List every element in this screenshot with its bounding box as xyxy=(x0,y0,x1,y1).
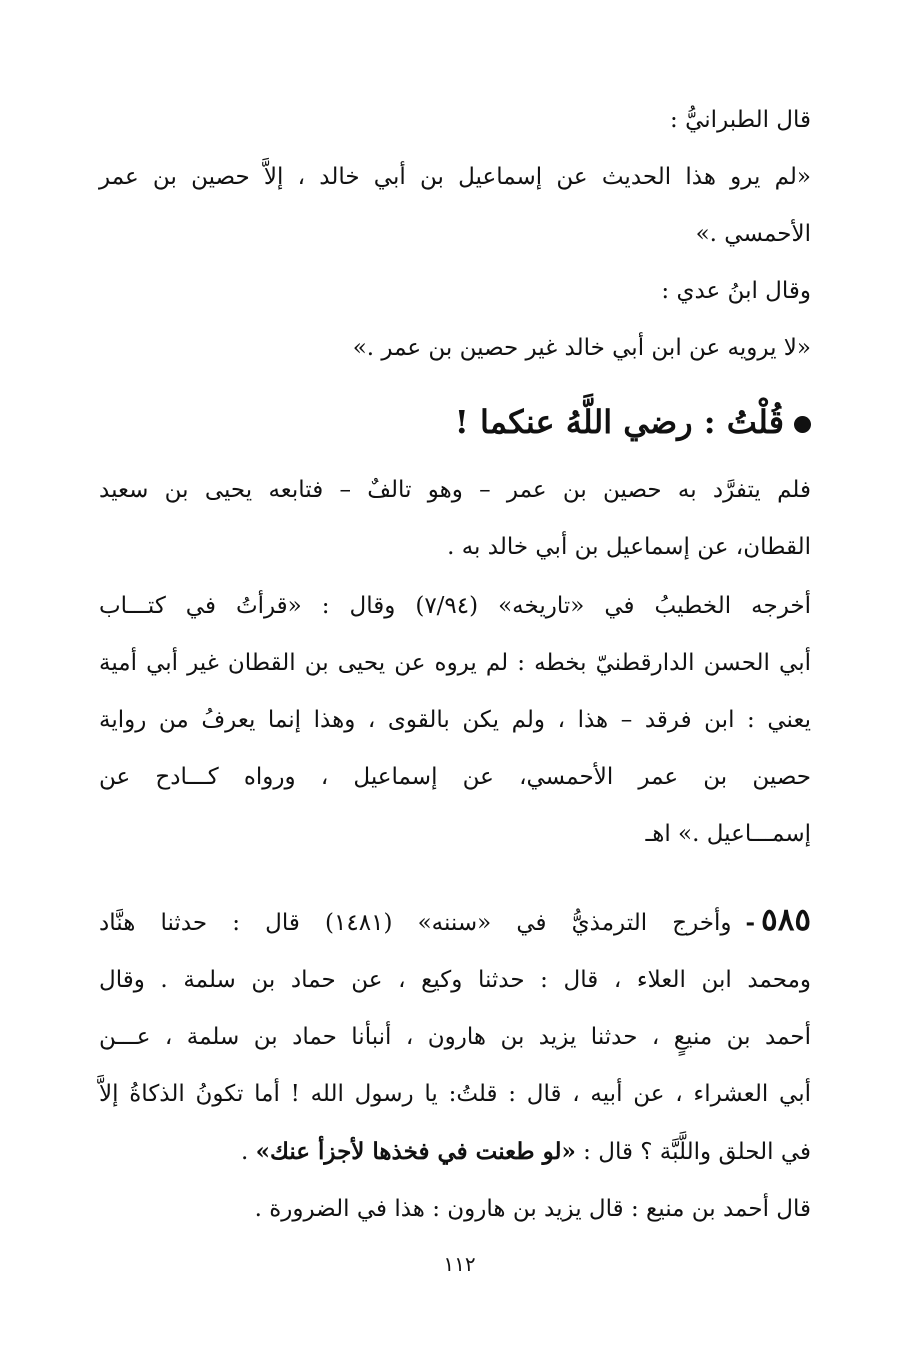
text-line: يعني : ابن فرقد – هذا ، ولم يكن بالقوى ، وهذا إنما يعرفُ من رواية xyxy=(99,707,811,733)
page-number: ١١٢ xyxy=(443,1252,476,1276)
text-line: ومحمد ابن العلاء ، قال : حدثنا وكيع ، عن حماد بن سلمة . وقال xyxy=(99,967,811,993)
hadith-text: «لو طعنت في فخذها لأجزأ عنك» xyxy=(255,1138,576,1165)
text-line: قال الطبرانيُّ : xyxy=(670,107,811,133)
block-khatib-quote xyxy=(99,578,811,863)
text-line: القطان، عن إسماعيل بن أبي خالد به . xyxy=(447,534,811,560)
text-line: قال أحمد بن منيع : قال يزيد بن هارون : هذا في الضرورة . xyxy=(254,1196,811,1222)
text-line: الأحمسي .» xyxy=(695,221,811,247)
entry-dash: - xyxy=(745,909,756,936)
text-line: أخرجه الخطيبُ في «تاريخه» (٧/٩٤) وقال : «قرأتُ في كتـــاب xyxy=(99,593,812,619)
text-line xyxy=(99,892,811,952)
text-line: «لم يرو هذا الحديث عن إسماعيل بن أبي خالد ، إلاَّ حصين بن عمر xyxy=(99,164,811,190)
entry-number: ٥٨٥ xyxy=(761,902,811,938)
text-line: إسمـــاعيل .» اهـ xyxy=(645,821,811,847)
text-line: وقال ابنُ عدي : xyxy=(661,278,811,304)
block-commentary xyxy=(99,462,811,576)
entry-text: في الحلق واللَّبَّة ؟ قال : xyxy=(583,1139,811,1165)
entry-585 xyxy=(99,892,811,1238)
bullet-icon xyxy=(794,416,811,433)
heading-text: قُلْتُ : رضي اللَّهُ عنكما ! xyxy=(454,403,784,441)
text-line: أبي الحسن الدارقطنيّ بخطه : لم يروه عن يحيى بن القطان غير أبي أمية xyxy=(99,650,811,676)
text-line: حصين بن عمر الأحمسي، عن إسماعيل ، ورواه كـــادح عن xyxy=(99,764,811,790)
block-tabarani-quote xyxy=(99,92,811,377)
text-line: «لا يرويه عن ابن أبي خالد غير حصين بن عمر .» xyxy=(352,335,811,361)
text-line: فلم يتفرَّد به حصين بن عمر – وهو تالفٌ – فتابعه يحيى بن سعيد xyxy=(99,477,811,503)
text-line xyxy=(99,1123,811,1181)
entry-text: وأخرج الترمذيُّ في «سننه» (١٤٨١) قال : حدثنا هنَّاد xyxy=(99,910,732,936)
text-line: أبي العشراء ، عن أبيه ، قال : قلتُ: يا رسول الله ! أما تكونُ الذكاةُ إلاَّ xyxy=(99,1081,811,1107)
text-line: أحمد بن منيعٍ ، حدثنا يزيد بن هارون ، أنبأنا حماد بن سلمة ، عـــن xyxy=(99,1024,811,1050)
entry-text: . xyxy=(240,1139,256,1165)
section-heading xyxy=(99,392,811,452)
